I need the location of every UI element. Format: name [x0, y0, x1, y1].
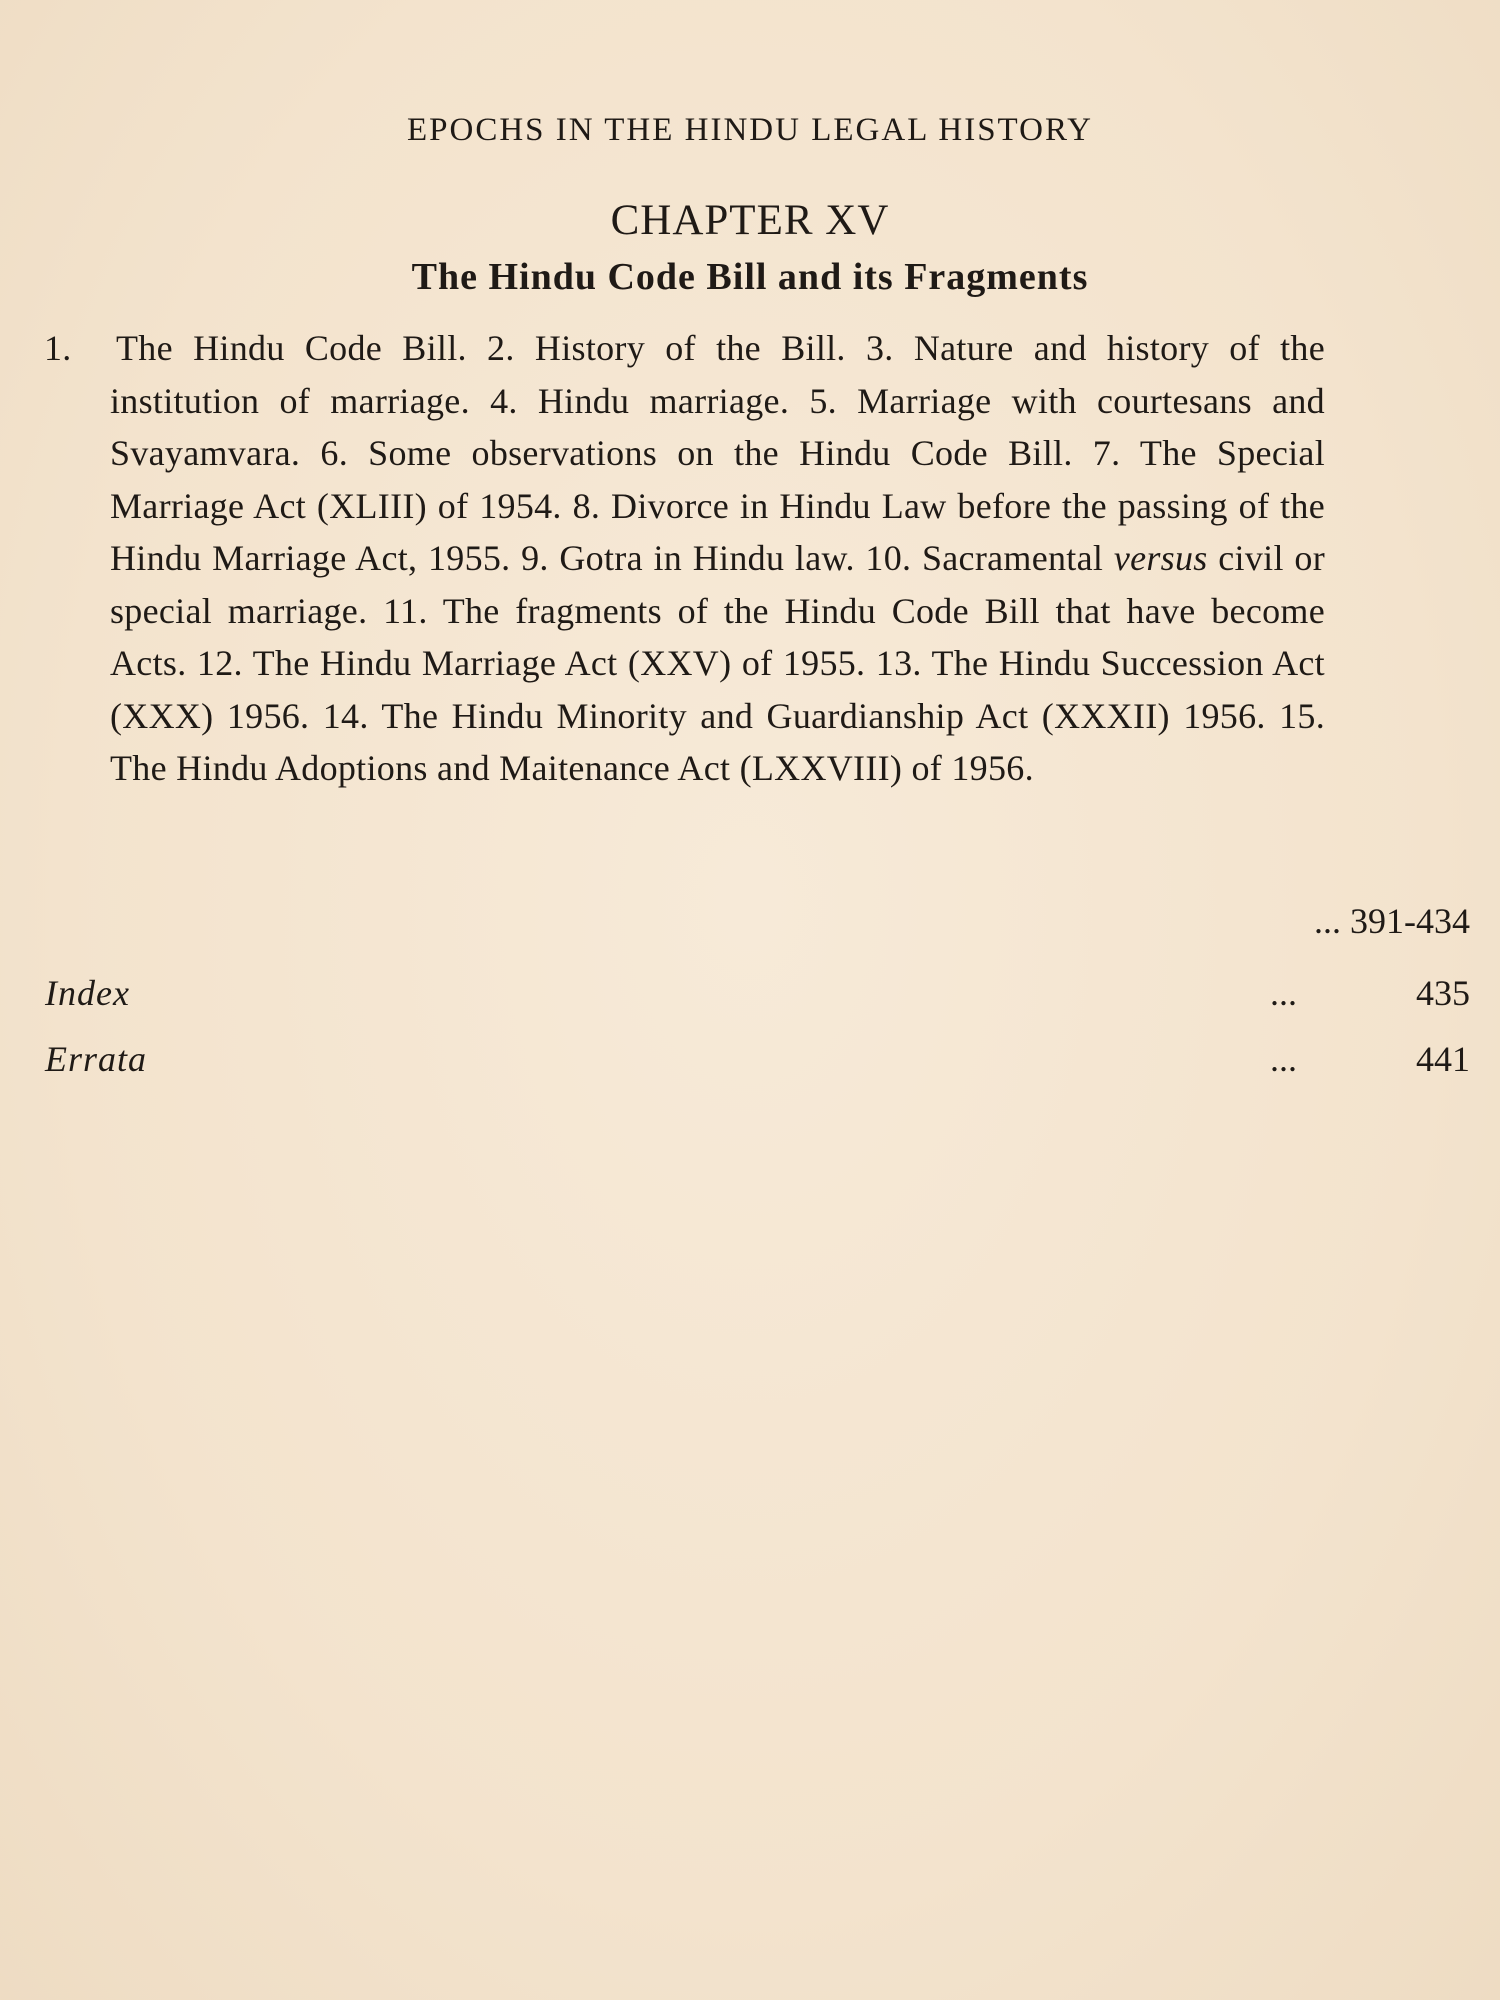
running-head: EPOCHS IN THE HINDU LEGAL HISTORY [407, 112, 1093, 148]
contents-entry-index [45, 972, 1470, 1022]
entry-leader-dots: ... [1270, 1039, 1297, 1079]
chapter-number: CHAPTER XV [610, 197, 890, 244]
contents-entry-errata [45, 1038, 1470, 1088]
chapter-title: The Hindu Code Bill and its Fragments [411, 256, 1089, 298]
entry-label: Errata [45, 1039, 148, 1079]
chapter-summary [44, 322, 1325, 795]
summary-text-lead: The Hindu Code Bill. 2. History of the Bill. 3. Nature and history of the institution of marriage. 4. Hindu marriage. 5. Marriage with courtesans and Svayamvara. 6. Some observations on the Hindu Code Bill. 7. The Special Marriage Act (XLIII) of 1954. 8. Divorce in Hindu Law before the passing of the Hindu Marriage Act, 1955. 9. Gotra in Hindu law. 10. Sacramental [110, 328, 1325, 578]
entry-label: Index [45, 973, 130, 1013]
chapter-pages: 391-434 [1350, 901, 1470, 941]
chapter-leader-dots: ... [1314, 901, 1341, 941]
entry-page: 435 [1416, 973, 1470, 1013]
chapter-page-range [1314, 900, 1470, 942]
summary-text-italic: versus [1113, 538, 1208, 578]
summary-text-tail: civil or special marriage. 11. The fragments of the Hindu Code Bill that have become Acts. 12. The Hindu Marriage Act (XXV) of 1955. 13. The Hindu Succession Act (XXX) 1956. 14. The Hindu Minority and Guardianship Act (XXXII) 1956. 15. The Hindu Adoptions and Maitenance Act (LXXVIII) of 1956. [110, 538, 1325, 788]
entry-leader-dots: ... [1270, 973, 1297, 1013]
entry-page: 441 [1416, 1039, 1470, 1079]
summary-item-number: 1. [44, 328, 72, 368]
